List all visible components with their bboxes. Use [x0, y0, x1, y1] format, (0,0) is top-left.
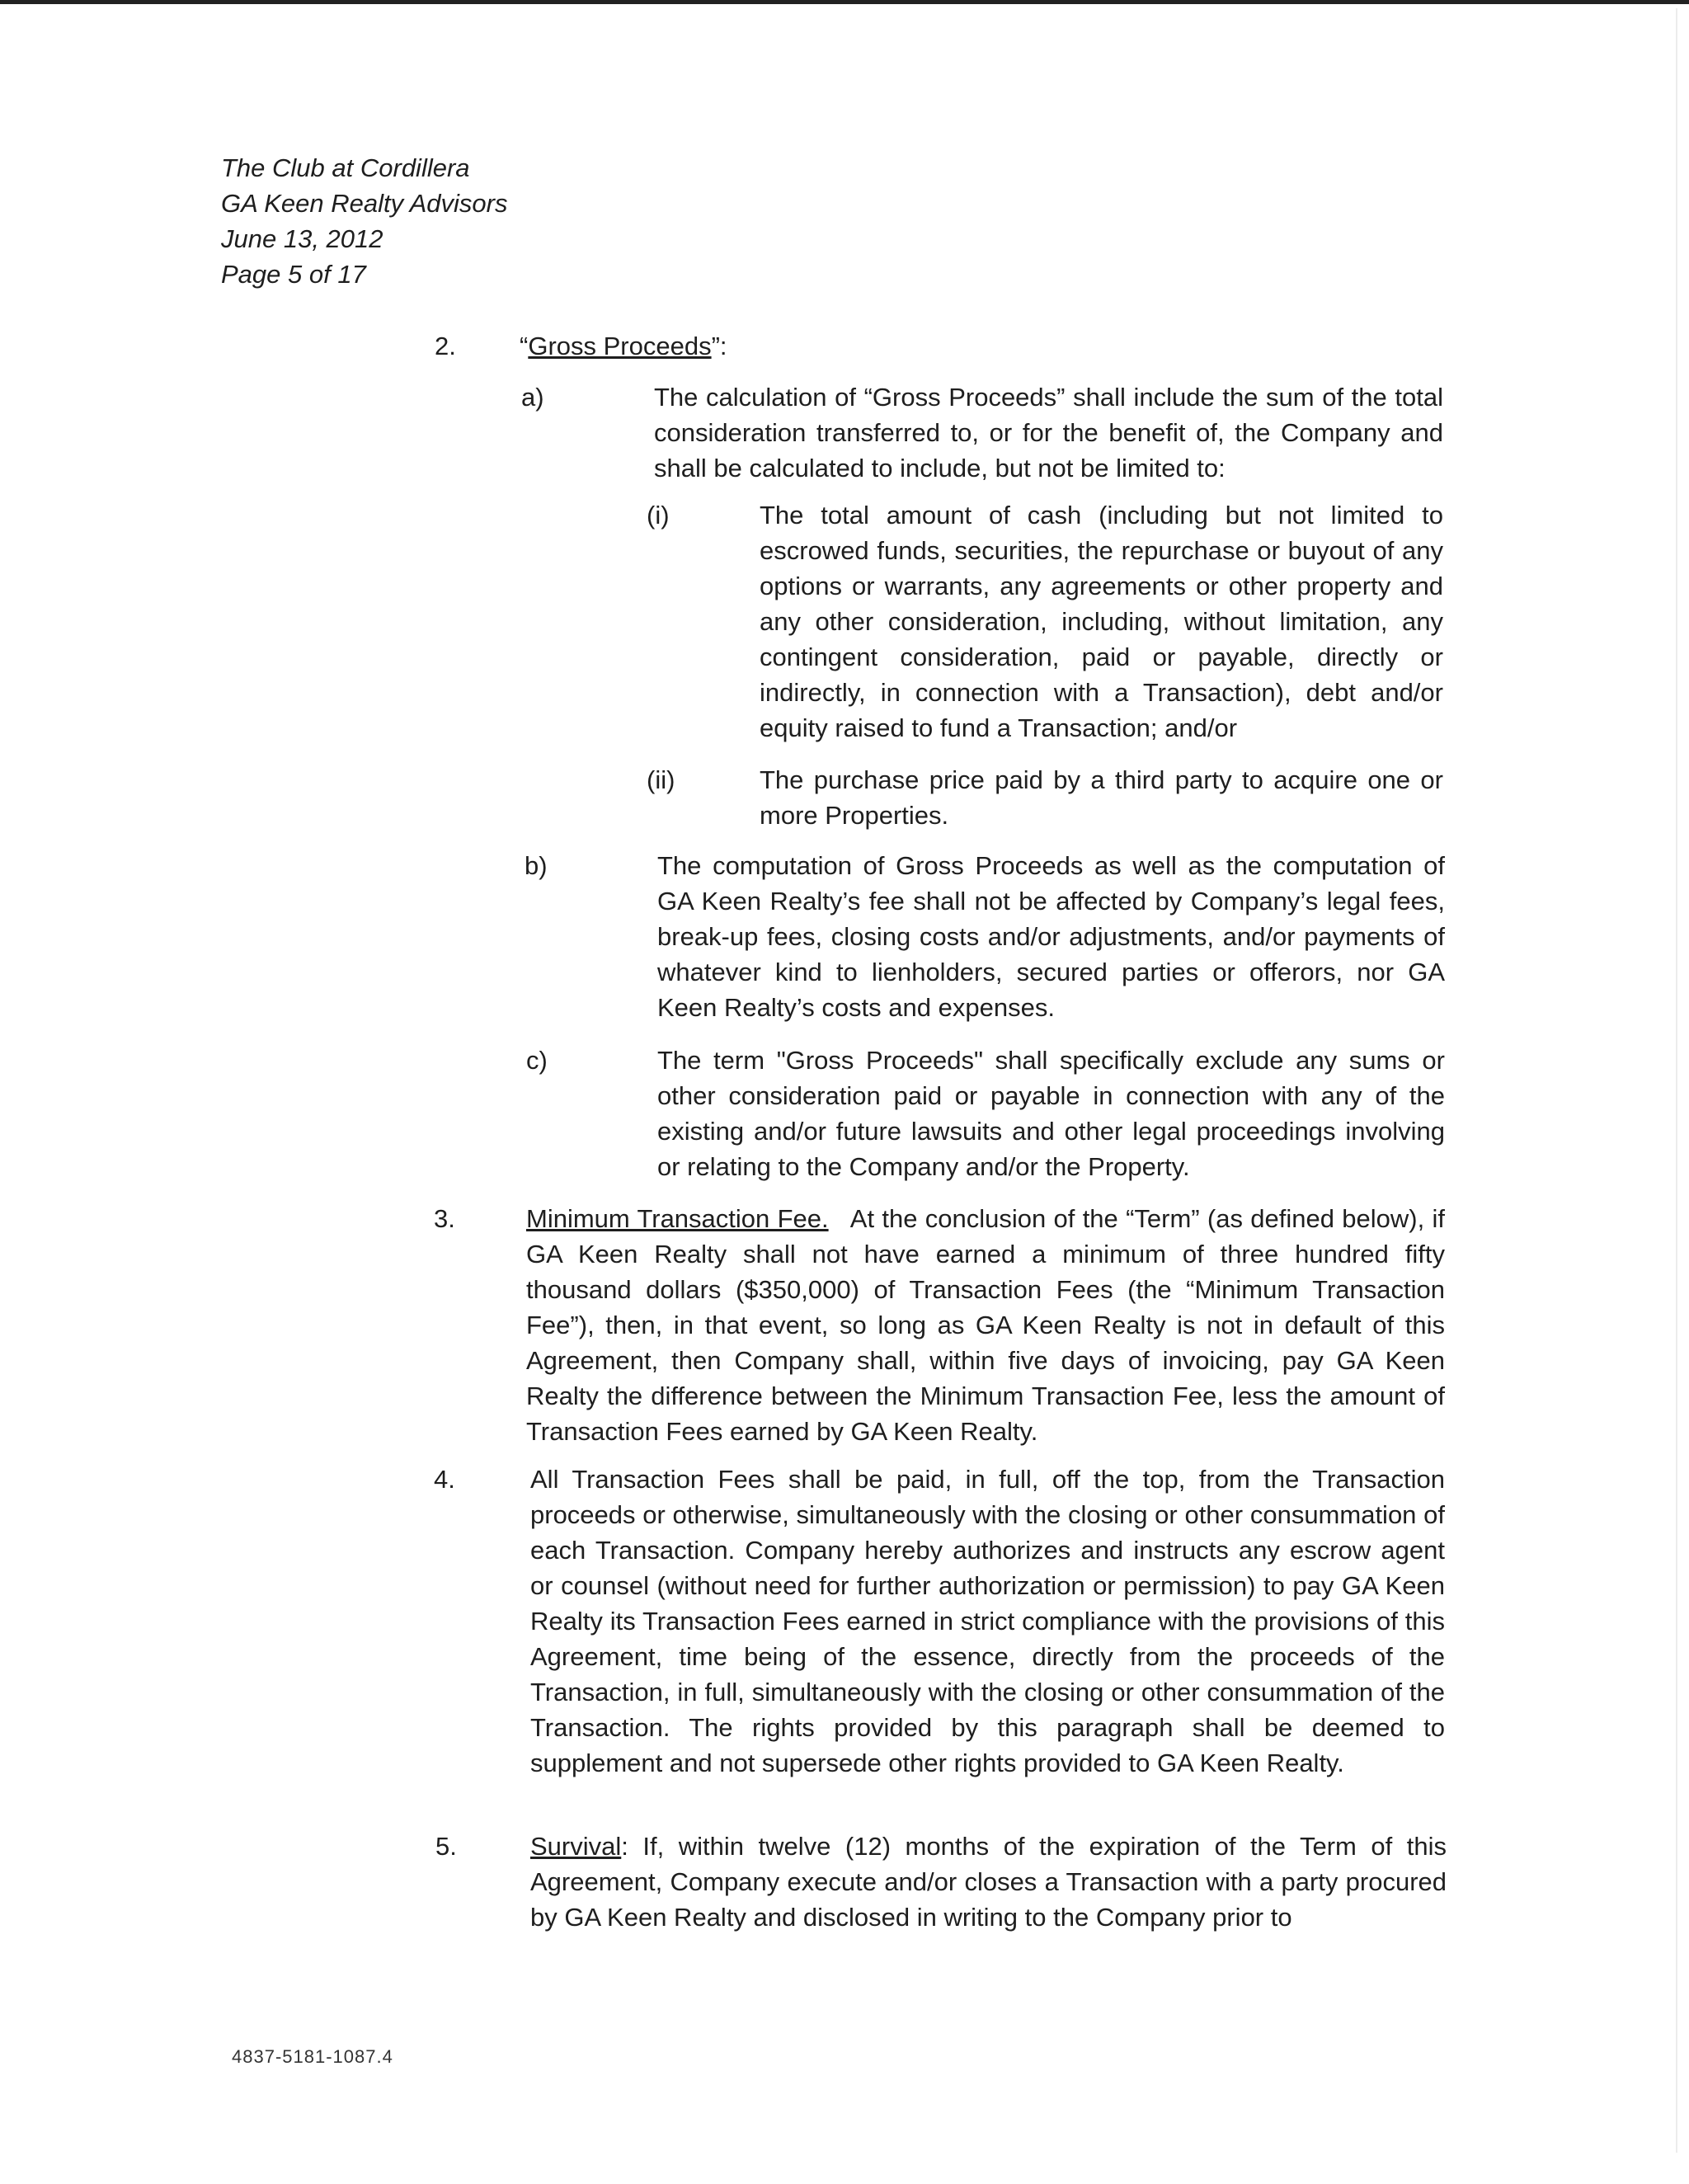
- section-5-body: : If, within twelve (12) months of the expiration of the Term of this Agreement, Company execute and/or closes a Transaction with a party procured by GA Keen Realty and disclosed in writing to the Company prior to: [530, 1832, 1447, 1932]
- section-5-title: Survival: [530, 1832, 622, 1861]
- clause-ii-text: The purchase price paid by a third party to acquire one or more Properties.: [760, 765, 1443, 830]
- section-2-heading: [520, 328, 727, 364]
- clause-i-label: (i): [647, 501, 670, 530]
- section-4-number: 4.: [434, 1465, 455, 1494]
- clause-b-text: The computation of Gross Proceeds as well as the computation of GA Keen Realty’s fee shall not be affected by Company’s legal fees, break-up fees, closing costs and/or adjustments, and/or payments of whatever kind to lienholders, secured parties or offerors, nor GA Keen Realty’s costs and expenses.: [657, 851, 1445, 1022]
- clause-b-label: b): [525, 851, 548, 880]
- header-date: June 13, 2012: [221, 224, 383, 253]
- letter-header: [221, 150, 507, 292]
- header-firm: GA Keen Realty Advisors: [221, 189, 508, 218]
- header-client: The Club at Cordillera: [221, 153, 470, 182]
- section-2-number: 2.: [435, 332, 456, 360]
- clause-ii-label: (ii): [647, 765, 675, 794]
- quote-close: ”:: [711, 332, 727, 360]
- section-3-body: At the conclusion of the “Term” (as defined below), if GA Keen Realty shall not have earned a minimum of three hundred fifty thousand dollars ($350,000) of Transaction Fees (the “Minimum Transaction Fee”), then, in that event, so long as GA Keen Realty is not in default of this Agreement, then Company shall, within five days of invoicing, pay GA Keen Realty the difference between the Minimum Transaction Fee, less the amount of Transaction Fees earned by GA Keen Realty.: [526, 1204, 1446, 1446]
- section-5-text: [530, 1829, 1447, 1935]
- section-3-title: Minimum Transaction Fee.: [526, 1204, 829, 1233]
- section-2-title: Gross Proceeds: [528, 332, 712, 360]
- clause-c-text: The term "Gross Proceeds" shall specifically exclude any sums or other consideration paid or payable in connection with any of the existing and/or future lawsuits and other legal proceedings involving or relating to the Company and/or the Property.: [657, 1046, 1445, 1181]
- section-3-text: [526, 1201, 1445, 1449]
- scan-edge: [1676, 8, 1677, 2153]
- section-4-text: All Transaction Fees shall be paid, in full, off the top, from the Transaction proceeds or otherwise, simultaneously with the closing or other consummation of each Transaction. Company hereby authorizes and instructs any escrow agent or counsel (without need for further authorization or permission) to pay GA Keen Realty its Transaction Fees earned in strict compliance with the provisions of this Agreement, time being of the essence, directly from the proceeds of the Transaction, in full, simultaneously with the closing or other consummation of the Transaction. The rights provided by this paragraph shall be deemed to supplement and not supersede other rights provided to GA Keen Realty.: [530, 1465, 1445, 1777]
- clause-c-label: c): [526, 1046, 548, 1075]
- clause-a-label: a): [521, 383, 544, 412]
- section-5-number: 5.: [435, 1832, 457, 1861]
- clause-a-text: The calculation of “Gross Proceeds” shall include the sum of the total consideration transferred to, or for the benefit of, the Company and shall be calculated to include, but not be limited to:: [654, 383, 1443, 482]
- clause-i-text: The total amount of cash (including but not limited to escrowed funds, securities, the repurchase or buyout of any options or warrants, any agreements or other property and any other consideration, including, without limitation, any contingent consideration, paid or payable, directly or indirectly, in connection with a Transaction), debt and/or equity raised to fund a Transaction; and/or: [760, 501, 1443, 742]
- header-page: Page 5 of 17: [221, 260, 366, 289]
- section-3-number: 3.: [434, 1204, 455, 1233]
- document-id: 4837-5181-1087.4: [232, 2046, 393, 2067]
- quote-open: “: [520, 332, 529, 360]
- top-border: [0, 0, 1689, 4]
